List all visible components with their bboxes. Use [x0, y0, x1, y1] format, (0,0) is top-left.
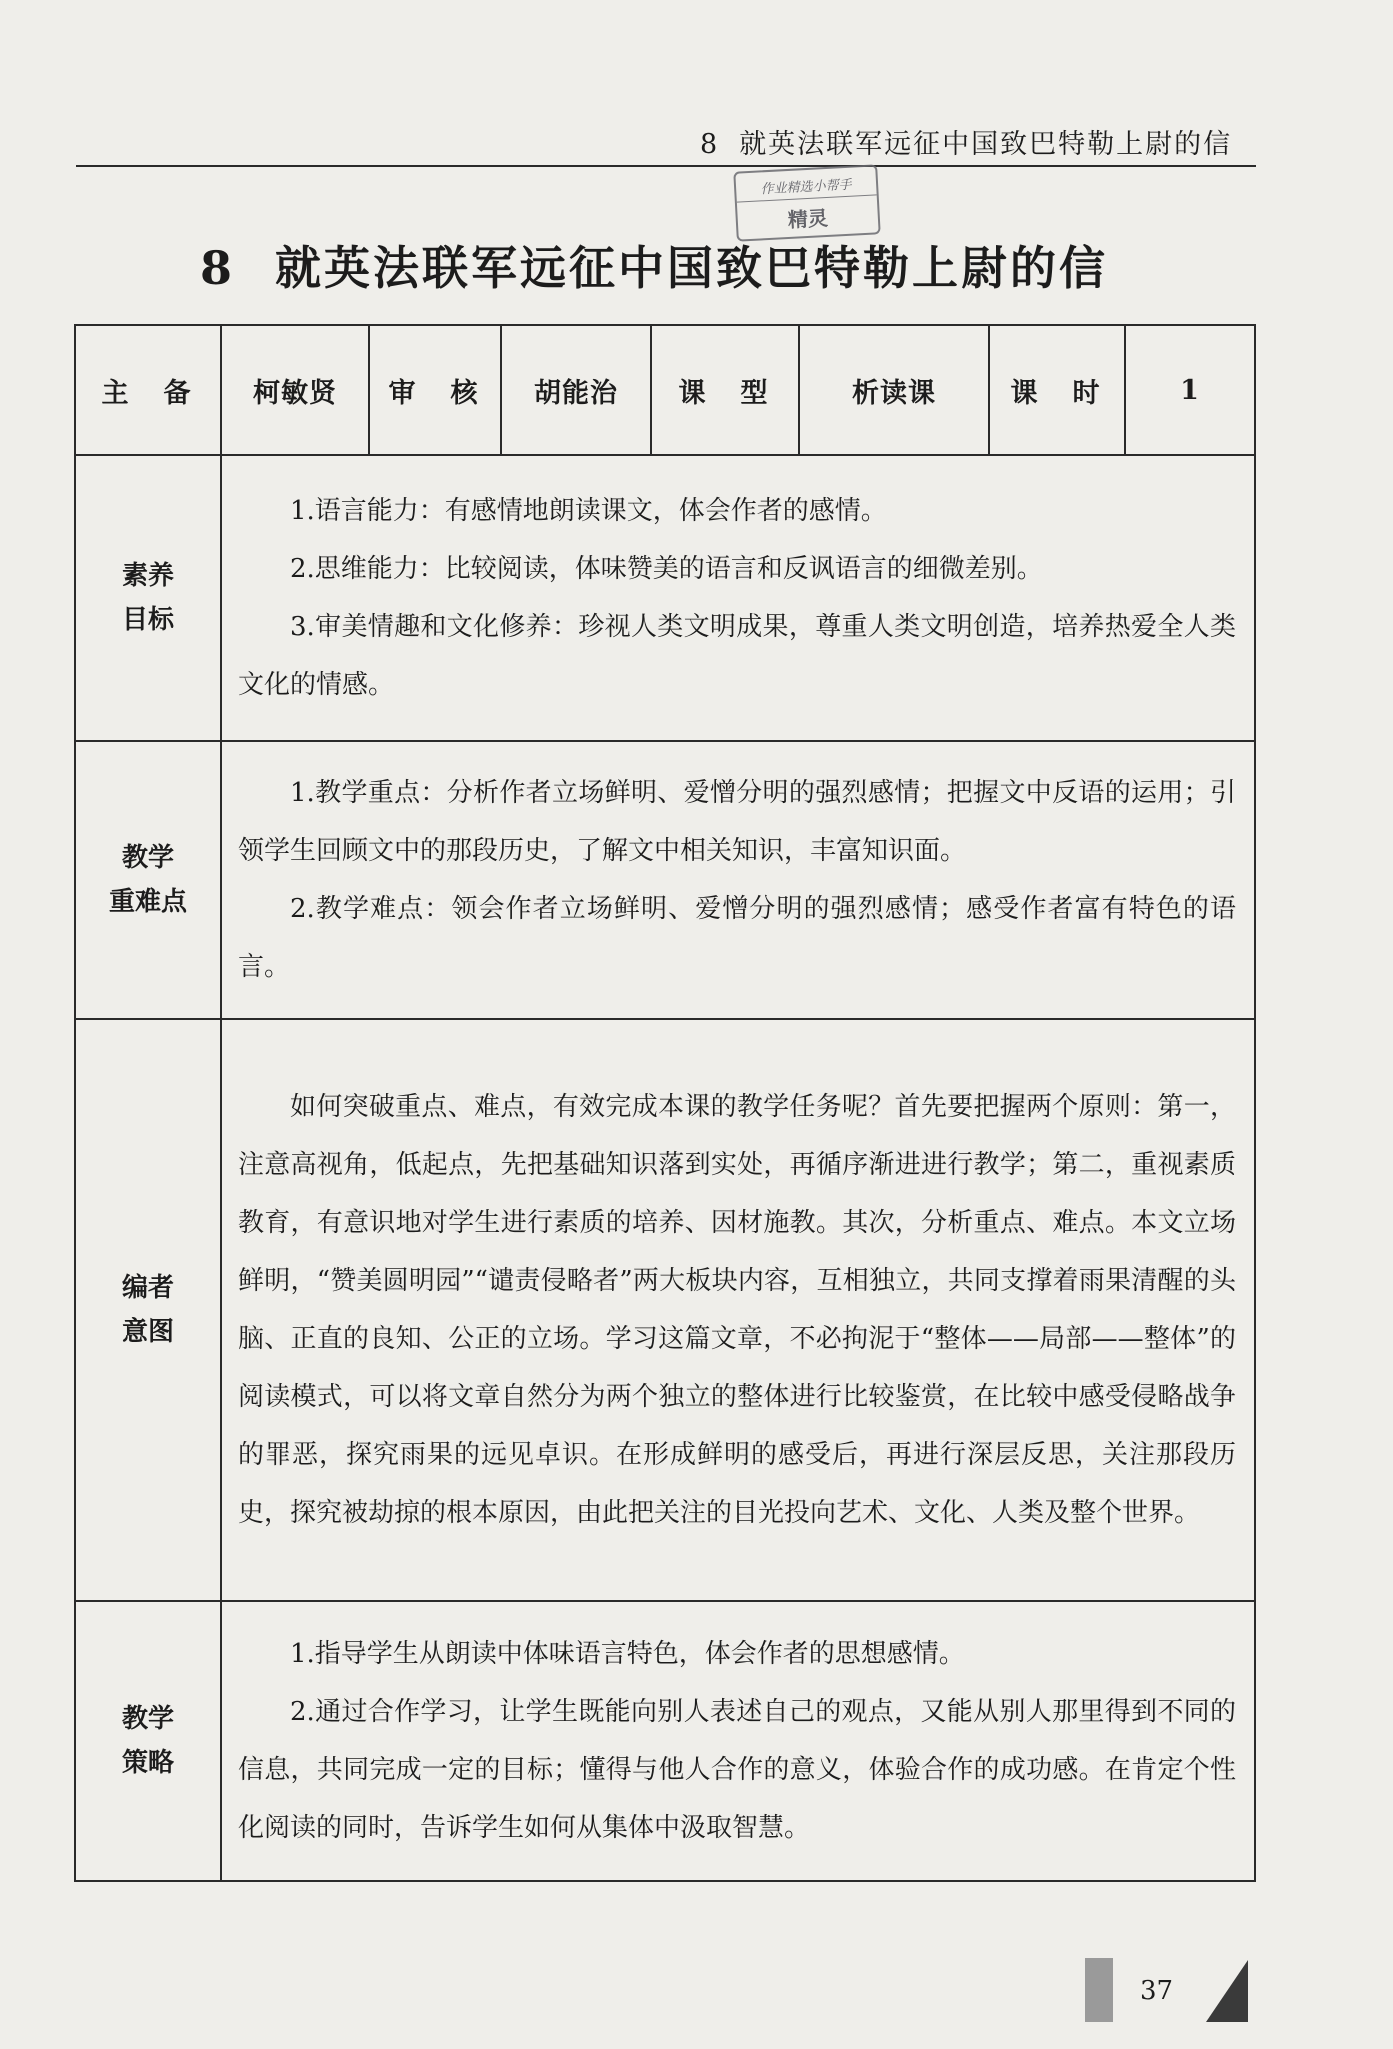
paragraph: 1.指导学生从朗读中体味语言特色，体会作者的思想感情。: [290, 1639, 965, 1669]
paragraph: 1.语言能力：有感情地朗读课文，体会作者的感情。: [290, 496, 887, 526]
section-row-teaching-strategy: [76, 1602, 1254, 1880]
page-title: [200, 232, 1160, 298]
section-label-line: 策略: [121, 1748, 174, 1778]
lesson-number: 8: [200, 241, 236, 295]
section-label: [76, 456, 222, 740]
reviewer-value: 胡能治: [502, 326, 652, 454]
section-row-literacy-goals: [76, 456, 1254, 742]
section-row-key-points: [76, 742, 1254, 1020]
section-body: [222, 456, 1254, 740]
page-number: 37: [1140, 1976, 1174, 2006]
footer-block: [1085, 1958, 1113, 2022]
paragraph: 如何突破重点、难点，有效完成本课的教学任务呢？首先要把握两个原则：第一，注意高视角，低起点，先把基础知识落到实处，再循序渐进进行教学；第二，重视素质教育，有意识地对学生进行素质的培养、因材施教。其次，分析重点、难点。本文立场鲜明，“赞美圆明园”“谴责侵略者”两大板块内容，互相独立，共同支撑着雨果清醒的头脑、正直的良知、公正的立场。学习这篇文章，不必拘泥于“整体——局部——整体”的阅读模式，可以将文章自然分为两个独立的整体进行比较鉴赏，在比较中感受侵略战争的罪恶，探究雨果的远见卓识。在形成鲜明的感受后，再进行深层反思，关注那段历史，探究被劫掠的根本原因，由此把关注的目光投向艺术、文化、人类及整个世界。: [238, 1092, 1236, 1528]
lesson-title: 就英法联军远征中国致巴特勒上尉的信: [275, 241, 1109, 295]
lesson-plan-table: [74, 324, 1256, 1882]
hours-value: 1: [1180, 374, 1200, 406]
section-label-line: 教学: [121, 843, 174, 873]
stamp-bottom-text: 精灵: [787, 205, 829, 233]
meta-row: [76, 326, 1254, 456]
running-header: [700, 122, 1260, 161]
section-body: [222, 1602, 1254, 1880]
running-header-number: 8: [700, 129, 720, 160]
section-row-editor-intent: [76, 1020, 1254, 1602]
type-value: 析读课: [800, 326, 990, 454]
section-label-line: 编者: [121, 1273, 174, 1303]
preparer-value: 柯敏贤: [222, 326, 370, 454]
hours-label: 课 时: [990, 326, 1126, 454]
section-label-line: 素养: [121, 561, 174, 591]
type-label: 课 型: [652, 326, 800, 454]
paragraph: 2.教学难点：领会作者立场鲜明、爱憎分明的强烈感情；感受作者富有特色的语言。: [238, 894, 1236, 982]
paragraph: 2.思维能力：比较阅读，体味赞美的语言和反讽语言的细微差别。: [290, 554, 1043, 584]
reviewer-label: 审 核: [370, 326, 502, 454]
header-rule: [76, 165, 1256, 167]
section-label: [76, 742, 222, 1018]
section-label: [76, 1602, 222, 1880]
section-body: [222, 742, 1254, 1018]
preparer-label: 主 备: [76, 326, 222, 454]
section-label-line: 重难点: [108, 887, 187, 917]
corner-triangle-icon: [1206, 1960, 1248, 2022]
running-header-text: 就英法联军远征中国致巴特勒上尉的信: [739, 129, 1233, 160]
section-body: [222, 1020, 1254, 1600]
paragraph: 3.审美情趣和文化修养：珍视人类文明成果，尊重人类文明创造，培养热爱全人类文化的情感。: [238, 612, 1236, 700]
paragraph: 2.通过合作学习，让学生既能向别人表述自己的观点，又能从别人那里得到不同的信息，共同完成一定的目标；懂得与他人合作的意义，体验合作的成功感。在肯定个性化阅读的同时，告诉学生如何从集体中汲取智慧。: [238, 1697, 1236, 1843]
section-label-line: 意图: [121, 1317, 174, 1347]
stamp-top-text: 作业精选小帮手: [736, 172, 877, 202]
section-label-line: 教学: [121, 1704, 174, 1734]
paragraph: 1.教学重点：分析作者立场鲜明、爱憎分明的强烈感情；把握文中反语的运用；引领学生回顾文中的那段历史，了解文中相关知识，丰富知识面。: [238, 778, 1236, 866]
section-label: [76, 1020, 222, 1600]
stamp: [733, 164, 880, 241]
section-label-line: 目标: [121, 605, 174, 635]
